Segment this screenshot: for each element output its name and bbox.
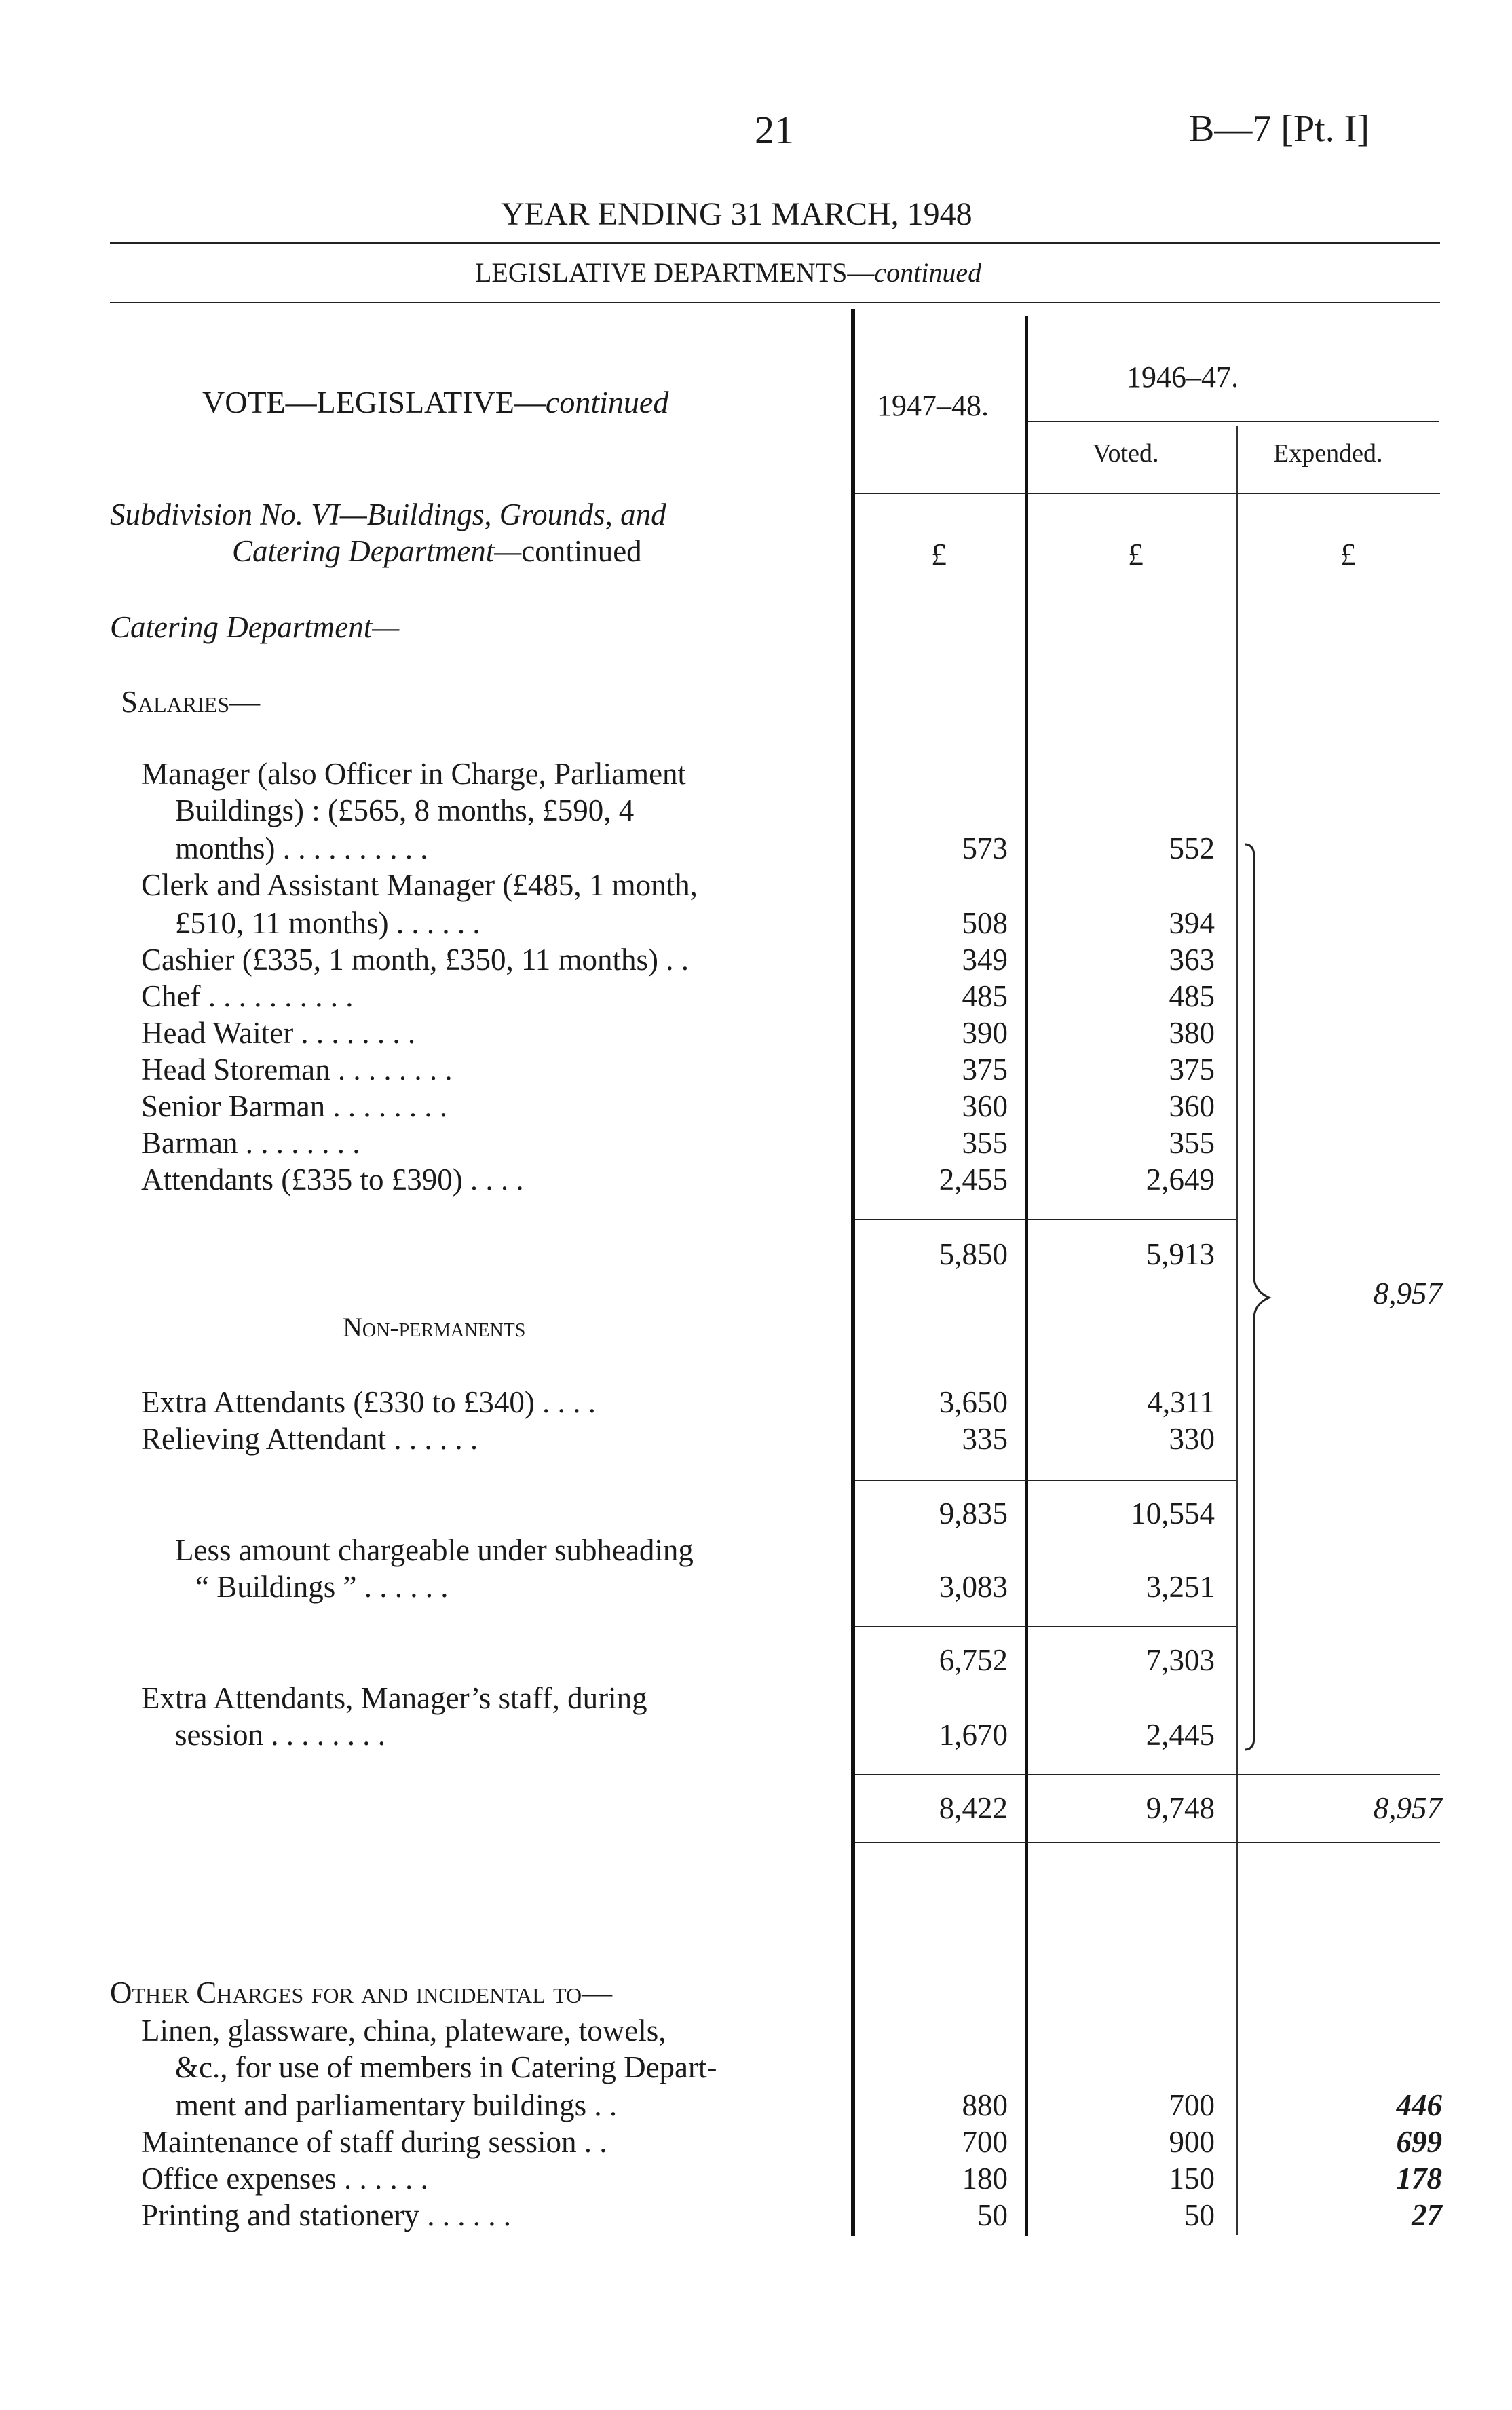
subtotal2-current: 9,835	[939, 1496, 1008, 1530]
column-divider-current	[1025, 316, 1028, 2236]
salary-current: 2,455	[939, 1163, 1008, 1197]
vote-heading-main: VOTE—LEGISLATIVE—	[202, 385, 546, 419]
year-heading: YEAR ENDING 31 MARCH, 1948	[501, 196, 972, 232]
salary-label: Chef . . . . . . . . . .	[141, 979, 354, 1013]
salary-label: Cashier (£335, 1 month, £350, 11 months) . .	[141, 943, 689, 977]
salaries-heading: Salaries—	[121, 685, 261, 719]
previous-year-rule	[1028, 421, 1439, 422]
other-expended: 699	[1396, 2125, 1442, 2159]
total-bottom-rule	[855, 1842, 1440, 1843]
brace-path	[1245, 844, 1269, 1750]
salary-current: 390	[962, 1016, 1008, 1050]
salary-voted: 355	[1169, 1126, 1215, 1160]
salary-label: Clerk and Assistant Manager (£485, 1 month,	[141, 868, 698, 902]
salary-current: 355	[962, 1126, 1008, 1160]
less-current: 3,083	[939, 1570, 1008, 1604]
other-voted: 900	[1169, 2125, 1215, 2159]
expended-brace	[1242, 843, 1283, 1752]
other-label: ment and parliamentary buildings . .	[175, 2088, 618, 2122]
salary-current: 360	[962, 1089, 1008, 1123]
nonperm-current: 3,650	[939, 1385, 1008, 1419]
less-label-line-2: “ Buildings ” . . . . . .	[195, 1570, 449, 1604]
total-current: 8,422	[939, 1791, 1008, 1825]
other-expended: 446	[1396, 2088, 1442, 2122]
salary-current: 375	[962, 1053, 1008, 1087]
other-label: Linen, glassware, china, plateware, towels,	[141, 2014, 666, 2048]
department-heading	[475, 257, 981, 288]
column-header-current: 1947–48.	[877, 389, 989, 422]
less-label-line-1: Less amount chargeable under subheading	[175, 1533, 694, 1567]
other-voted: 150	[1169, 2162, 1215, 2196]
total-expended: 8,957	[1373, 1791, 1442, 1825]
salary-voted: 2,649	[1146, 1163, 1215, 1197]
nonperm-voted: 4,311	[1147, 1385, 1215, 1419]
currency-current: £	[931, 537, 947, 571]
salary-label: Attendants (£335 to £390) . . . .	[141, 1163, 524, 1197]
nonperm-label: Extra Attendants (£330 to £340) . . . .	[141, 1385, 596, 1419]
other-expended: 178	[1396, 2162, 1442, 2196]
catering-heading: Catering Department—	[110, 610, 400, 644]
page-number: 21	[755, 108, 794, 152]
salary-voted: 375	[1169, 1053, 1215, 1087]
subtotal3-voted: 7,303	[1146, 1643, 1215, 1677]
salary-label: Barman . . . . . . . .	[141, 1126, 360, 1160]
salary-label: Head Waiter . . . . . . . .	[141, 1016, 416, 1050]
total-rule	[855, 1774, 1440, 1775]
salary-label: Buildings) : (£565, 8 months, £590, 4	[175, 793, 635, 827]
subdivision-line-2-rest: continued	[521, 534, 642, 568]
other-label: &c., for use of members in Catering Depart-	[175, 2050, 717, 2084]
salary-voted: 380	[1169, 1016, 1215, 1050]
other-label: Office expenses . . . . . .	[141, 2162, 428, 2196]
salary-current: 508	[962, 906, 1008, 940]
salary-voted: 363	[1169, 943, 1215, 977]
other-current: 180	[962, 2162, 1008, 2196]
other-current: 880	[962, 2088, 1008, 2122]
top-rule	[110, 242, 1440, 244]
extra-session-line-1: Extra Attendants, Manager’s staff, during	[141, 1681, 647, 1715]
subtotal-rule	[855, 1219, 1236, 1220]
salary-voted: 485	[1169, 979, 1215, 1013]
salary-label: Senior Barman . . . . . . . .	[141, 1089, 448, 1123]
other-expended: 27	[1412, 2198, 1442, 2232]
subtotal2-voted: 10,554	[1131, 1496, 1215, 1530]
subtotal3-current: 6,752	[939, 1643, 1008, 1677]
other-voted: 700	[1169, 2088, 1215, 2122]
salary-voted: 394	[1169, 906, 1215, 940]
salary-current: 485	[962, 979, 1008, 1013]
subtotal2-rule	[855, 1480, 1236, 1481]
salary-label: £510, 11 months) . . . . . .	[175, 906, 480, 940]
other-current: 50	[977, 2198, 1008, 2232]
extra-session-line-2: session . . . . . . . .	[175, 1718, 386, 1752]
salary-label: months) . . . . . . . . . .	[175, 831, 428, 865]
department-heading-suffix: continued	[874, 257, 982, 288]
salary-label: Manager (also Officer in Charge, Parliament	[141, 757, 687, 791]
column-divider-voted	[1236, 426, 1238, 2235]
salary-current: 349	[962, 943, 1008, 977]
other-label: Maintenance of staff during session . .	[141, 2125, 607, 2159]
department-heading-main: LEGISLATIVE DEPARTMENTS—	[475, 257, 875, 288]
other-charges-heading: Other Charges for and incidental to—	[110, 1976, 613, 2010]
extra-session-voted: 2,445	[1146, 1718, 1215, 1752]
less-voted: 3,251	[1146, 1570, 1215, 1604]
salaries-subtotal-voted: 5,913	[1146, 1237, 1215, 1271]
nonpermanents-heading: Non-permanents	[343, 1312, 526, 1342]
column-divider-label	[851, 309, 855, 2236]
subdivision-line-2	[232, 533, 642, 569]
bracket-expended-value: 8,957	[1373, 1277, 1442, 1311]
vote-heading-suffix: continued	[545, 385, 669, 419]
column-header-voted: Voted.	[1093, 439, 1159, 468]
other-current: 700	[962, 2125, 1008, 2159]
currency-expended: £	[1340, 537, 1356, 571]
total-voted: 9,748	[1146, 1791, 1215, 1825]
subdivision-line-1: Subdivision No. VI—Buildings, Grounds, and	[110, 497, 666, 531]
nonperm-current: 335	[962, 1422, 1008, 1456]
column-header-expended: Expended.	[1273, 439, 1383, 468]
bill-reference: B—7 [Pt. I]	[1189, 108, 1369, 150]
department-rule	[110, 302, 1440, 303]
currency-voted: £	[1128, 537, 1144, 571]
nonperm-voted: 330	[1169, 1422, 1215, 1456]
other-label: Printing and stationery . . . . . .	[141, 2198, 511, 2232]
other-voted: 50	[1184, 2198, 1215, 2232]
salary-voted: 552	[1169, 831, 1215, 865]
salary-current: 573	[962, 831, 1008, 865]
column-header-previous: 1946–47.	[1127, 360, 1239, 394]
column-header-rule	[855, 493, 1440, 494]
vote-heading	[202, 384, 668, 420]
nonperm-label: Relieving Attendant . . . . . .	[141, 1422, 478, 1456]
salary-label: Head Storeman . . . . . . . .	[141, 1053, 453, 1087]
salary-voted: 360	[1169, 1089, 1215, 1123]
salaries-subtotal-current: 5,850	[939, 1237, 1008, 1271]
subtotal3-rule	[855, 1626, 1236, 1627]
subdivision-line-2-italic: Catering Department—	[232, 534, 522, 568]
extra-session-current: 1,670	[939, 1718, 1008, 1752]
